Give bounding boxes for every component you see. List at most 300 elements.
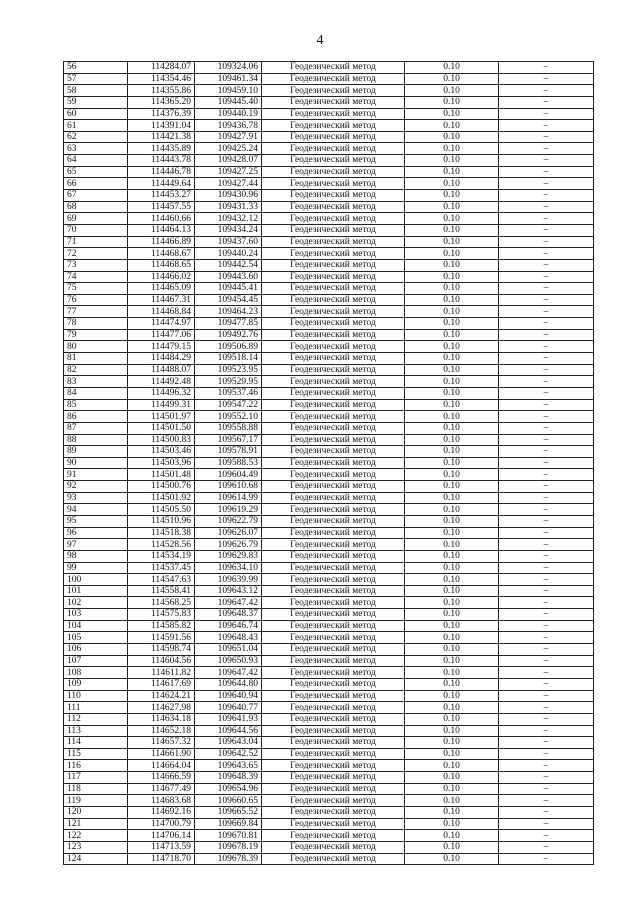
note-cell: – — [499, 760, 594, 772]
note-cell: – — [499, 364, 594, 376]
point-number-cell: 69 — [64, 213, 128, 225]
accuracy-cell: 0.10 — [405, 702, 499, 714]
method-cell: Геодезический метод — [262, 341, 405, 353]
x-coordinate-cell: 114501.97 — [128, 411, 195, 423]
table-row — [64, 609, 594, 621]
y-coordinate-cell: 109665.52 — [195, 807, 262, 819]
note-cell: – — [499, 329, 594, 341]
x-coordinate-cell: 114558.41 — [128, 585, 195, 597]
note-cell: – — [499, 644, 594, 656]
table-row — [64, 434, 594, 446]
note-cell: – — [499, 213, 594, 225]
method-cell: Геодезический метод — [262, 236, 405, 248]
accuracy-cell: 0.10 — [405, 294, 499, 306]
method-cell: Геодезический метод — [262, 655, 405, 667]
note-cell: – — [499, 411, 594, 423]
accuracy-cell: 0.10 — [405, 725, 499, 737]
x-coordinate-cell: 114634.18 — [128, 713, 195, 725]
table-row — [64, 422, 594, 434]
method-cell: Геодезический метод — [262, 807, 405, 819]
x-coordinate-cell: 114657.32 — [128, 737, 195, 749]
accuracy-cell: 0.10 — [405, 190, 499, 202]
point-number-cell: 103 — [64, 609, 128, 621]
note-cell: – — [499, 841, 594, 853]
y-coordinate-cell: 109440.19 — [195, 108, 262, 120]
y-coordinate-cell: 109578.91 — [195, 446, 262, 458]
note-cell: – — [499, 131, 594, 143]
x-coordinate-cell: 114510.96 — [128, 515, 195, 527]
note-cell: – — [499, 492, 594, 504]
y-coordinate-cell: 109639.99 — [195, 574, 262, 586]
point-number-cell: 85 — [64, 399, 128, 411]
x-coordinate-cell: 114376.39 — [128, 108, 195, 120]
y-coordinate-cell: 109461.34 — [195, 73, 262, 85]
table-row — [64, 574, 594, 586]
accuracy-cell: 0.10 — [405, 213, 499, 225]
point-number-cell: 119 — [64, 795, 128, 807]
table-row — [64, 690, 594, 702]
method-cell: Геодезический метод — [262, 178, 405, 190]
method-cell: Геодезический метод — [262, 748, 405, 760]
x-coordinate-cell: 114500.76 — [128, 481, 195, 493]
table-row — [64, 248, 594, 260]
x-coordinate-cell: 114421.38 — [128, 131, 195, 143]
table-row — [64, 201, 594, 213]
method-cell: Геодезический метод — [262, 318, 405, 330]
point-number-cell: 107 — [64, 655, 128, 667]
note-cell: – — [499, 562, 594, 574]
note-cell: – — [499, 783, 594, 795]
accuracy-cell: 0.10 — [405, 387, 499, 399]
x-coordinate-cell: 114477.06 — [128, 329, 195, 341]
accuracy-cell: 0.10 — [405, 760, 499, 772]
y-coordinate-cell: 109434.24 — [195, 224, 262, 236]
point-number-cell: 104 — [64, 620, 128, 632]
point-number-cell: 58 — [64, 85, 128, 97]
y-coordinate-cell: 109626.79 — [195, 539, 262, 551]
point-number-cell: 72 — [64, 248, 128, 260]
y-coordinate-cell: 109445.41 — [195, 283, 262, 295]
accuracy-cell: 0.10 — [405, 527, 499, 539]
y-coordinate-cell: 109518.14 — [195, 353, 262, 365]
method-cell: Геодезический метод — [262, 271, 405, 283]
method-cell: Геодезический метод — [262, 399, 405, 411]
point-number-cell: 108 — [64, 667, 128, 679]
method-cell: Геодезический метод — [262, 783, 405, 795]
x-coordinate-cell: 114591.56 — [128, 632, 195, 644]
note-cell: – — [499, 353, 594, 365]
method-cell: Геодезический метод — [262, 795, 405, 807]
table-row — [64, 283, 594, 295]
x-coordinate-cell: 114465.09 — [128, 283, 195, 295]
x-coordinate-cell: 114528.56 — [128, 539, 195, 551]
point-number-cell: 92 — [64, 481, 128, 493]
note-cell: – — [499, 667, 594, 679]
accuracy-cell: 0.10 — [405, 515, 499, 527]
x-coordinate-cell: 114683.68 — [128, 795, 195, 807]
table-row — [64, 492, 594, 504]
accuracy-cell: 0.10 — [405, 609, 499, 621]
table-row — [64, 830, 594, 842]
accuracy-cell: 0.10 — [405, 399, 499, 411]
point-number-cell: 91 — [64, 469, 128, 481]
table-row — [64, 318, 594, 330]
accuracy-cell: 0.10 — [405, 492, 499, 504]
method-cell: Геодезический метод — [262, 190, 405, 202]
y-coordinate-cell: 109643.12 — [195, 585, 262, 597]
point-number-cell: 124 — [64, 853, 128, 865]
y-coordinate-cell: 109432.12 — [195, 213, 262, 225]
point-number-cell: 60 — [64, 108, 128, 120]
x-coordinate-cell: 114468.65 — [128, 259, 195, 271]
point-number-cell: 78 — [64, 318, 128, 330]
x-coordinate-cell: 114435.89 — [128, 143, 195, 155]
method-cell: Геодезический метод — [262, 667, 405, 679]
point-number-cell: 123 — [64, 841, 128, 853]
accuracy-cell: 0.10 — [405, 644, 499, 656]
table-row — [64, 760, 594, 772]
x-coordinate-cell: 114664.04 — [128, 760, 195, 772]
accuracy-cell: 0.10 — [405, 457, 499, 469]
x-coordinate-cell: 114468.84 — [128, 306, 195, 318]
accuracy-cell: 0.10 — [405, 655, 499, 667]
accuracy-cell: 0.10 — [405, 678, 499, 690]
note-cell: – — [499, 678, 594, 690]
method-cell: Геодезический метод — [262, 131, 405, 143]
note-cell: – — [499, 271, 594, 283]
accuracy-cell: 0.10 — [405, 434, 499, 446]
point-number-cell: 87 — [64, 422, 128, 434]
y-coordinate-cell: 109430.96 — [195, 190, 262, 202]
note-cell: – — [499, 713, 594, 725]
note-cell: – — [499, 120, 594, 132]
coordinates-table-body — [64, 62, 594, 865]
method-cell: Геодезический метод — [262, 841, 405, 853]
y-coordinate-cell: 109650.93 — [195, 655, 262, 667]
point-number-cell: 110 — [64, 690, 128, 702]
accuracy-cell: 0.10 — [405, 667, 499, 679]
accuracy-cell: 0.10 — [405, 143, 499, 155]
note-cell: – — [499, 725, 594, 737]
accuracy-cell: 0.10 — [405, 748, 499, 760]
y-coordinate-cell: 109644.56 — [195, 725, 262, 737]
point-number-cell: 96 — [64, 527, 128, 539]
accuracy-cell: 0.10 — [405, 504, 499, 516]
point-number-cell: 65 — [64, 166, 128, 178]
accuracy-cell: 0.10 — [405, 713, 499, 725]
note-cell: – — [499, 830, 594, 842]
note-cell: – — [499, 597, 594, 609]
x-coordinate-cell: 114479.15 — [128, 341, 195, 353]
table-row — [64, 62, 594, 74]
x-coordinate-cell: 114534.19 — [128, 550, 195, 562]
y-coordinate-cell: 109654.96 — [195, 783, 262, 795]
accuracy-cell: 0.10 — [405, 364, 499, 376]
method-cell: Геодезический метод — [262, 411, 405, 423]
y-coordinate-cell: 109558.88 — [195, 422, 262, 434]
y-coordinate-cell: 109642.52 — [195, 748, 262, 760]
method-cell: Геодезический метод — [262, 434, 405, 446]
method-cell: Геодезический метод — [262, 632, 405, 644]
method-cell: Геодезический метод — [262, 73, 405, 85]
y-coordinate-cell: 109454.45 — [195, 294, 262, 306]
x-coordinate-cell: 114467.31 — [128, 294, 195, 306]
table-row — [64, 446, 594, 458]
point-number-cell: 121 — [64, 818, 128, 830]
point-number-cell: 99 — [64, 562, 128, 574]
table-row — [64, 236, 594, 248]
note-cell: – — [499, 469, 594, 481]
y-coordinate-cell: 109644.80 — [195, 678, 262, 690]
note-cell: – — [499, 376, 594, 388]
y-coordinate-cell: 109643.65 — [195, 760, 262, 772]
point-number-cell: 95 — [64, 515, 128, 527]
point-number-cell: 64 — [64, 155, 128, 167]
accuracy-cell: 0.10 — [405, 271, 499, 283]
y-coordinate-cell: 109537.46 — [195, 387, 262, 399]
x-coordinate-cell: 114449.64 — [128, 178, 195, 190]
point-number-cell: 61 — [64, 120, 128, 132]
y-coordinate-cell: 109431.33 — [195, 201, 262, 213]
point-number-cell: 102 — [64, 597, 128, 609]
x-coordinate-cell: 114611.82 — [128, 667, 195, 679]
method-cell: Геодезический метод — [262, 678, 405, 690]
method-cell: Геодезический метод — [262, 830, 405, 842]
x-coordinate-cell: 114503.46 — [128, 446, 195, 458]
table-row — [64, 515, 594, 527]
table-row — [64, 702, 594, 714]
y-coordinate-cell: 109678.19 — [195, 841, 262, 853]
method-cell: Геодезический метод — [262, 760, 405, 772]
x-coordinate-cell: 114677.49 — [128, 783, 195, 795]
y-coordinate-cell: 109634.10 — [195, 562, 262, 574]
accuracy-cell: 0.10 — [405, 62, 499, 74]
table-row — [64, 120, 594, 132]
table-row — [64, 783, 594, 795]
x-coordinate-cell: 114713.59 — [128, 841, 195, 853]
note-cell: – — [499, 632, 594, 644]
accuracy-cell: 0.10 — [405, 597, 499, 609]
note-cell: – — [499, 248, 594, 260]
x-coordinate-cell: 114624.21 — [128, 690, 195, 702]
note-cell: – — [499, 818, 594, 830]
y-coordinate-cell: 109626.07 — [195, 527, 262, 539]
point-number-cell: 111 — [64, 702, 128, 714]
method-cell: Геодезический метод — [262, 329, 405, 341]
x-coordinate-cell: 114627.98 — [128, 702, 195, 714]
accuracy-cell: 0.10 — [405, 562, 499, 574]
accuracy-cell: 0.10 — [405, 481, 499, 493]
note-cell: – — [499, 434, 594, 446]
point-number-cell: 83 — [64, 376, 128, 388]
y-coordinate-cell: 109567.17 — [195, 434, 262, 446]
accuracy-cell: 0.10 — [405, 341, 499, 353]
table-row — [64, 329, 594, 341]
point-number-cell: 73 — [64, 259, 128, 271]
x-coordinate-cell: 114503.96 — [128, 457, 195, 469]
point-number-cell: 109 — [64, 678, 128, 690]
method-cell: Геодезический метод — [262, 155, 405, 167]
x-coordinate-cell: 114474.97 — [128, 318, 195, 330]
y-coordinate-cell: 109443.60 — [195, 271, 262, 283]
accuracy-cell: 0.10 — [405, 737, 499, 749]
accuracy-cell: 0.10 — [405, 108, 499, 120]
point-number-cell: 89 — [64, 446, 128, 458]
y-coordinate-cell: 109442.54 — [195, 259, 262, 271]
point-number-cell: 84 — [64, 387, 128, 399]
table-row — [64, 620, 594, 632]
x-coordinate-cell: 114466.02 — [128, 271, 195, 283]
y-coordinate-cell: 109436.78 — [195, 120, 262, 132]
x-coordinate-cell: 114518.38 — [128, 527, 195, 539]
table-row — [64, 387, 594, 399]
note-cell: – — [499, 853, 594, 865]
method-cell: Геодезический метод — [262, 469, 405, 481]
table-row — [64, 213, 594, 225]
x-coordinate-cell: 114496.32 — [128, 387, 195, 399]
y-coordinate-cell: 109629.83 — [195, 550, 262, 562]
method-cell: Геодезический метод — [262, 515, 405, 527]
accuracy-cell: 0.10 — [405, 306, 499, 318]
point-number-cell: 68 — [64, 201, 128, 213]
table-row — [64, 597, 594, 609]
y-coordinate-cell: 109622.79 — [195, 515, 262, 527]
x-coordinate-cell: 114354.46 — [128, 73, 195, 85]
note-cell: – — [499, 504, 594, 516]
point-number-cell: 97 — [64, 539, 128, 551]
y-coordinate-cell: 109459.10 — [195, 85, 262, 97]
point-number-cell: 74 — [64, 271, 128, 283]
note-cell: – — [499, 550, 594, 562]
accuracy-cell: 0.10 — [405, 632, 499, 644]
x-coordinate-cell: 114457.55 — [128, 201, 195, 213]
x-coordinate-cell: 114598.74 — [128, 644, 195, 656]
table-row — [64, 294, 594, 306]
method-cell: Геодезический метод — [262, 527, 405, 539]
x-coordinate-cell: 114484.29 — [128, 353, 195, 365]
y-coordinate-cell: 109647.42 — [195, 667, 262, 679]
accuracy-cell: 0.10 — [405, 841, 499, 853]
point-number-cell: 59 — [64, 96, 128, 108]
point-number-cell: 101 — [64, 585, 128, 597]
note-cell: – — [499, 62, 594, 74]
table-row — [64, 504, 594, 516]
y-coordinate-cell: 109506.89 — [195, 341, 262, 353]
point-number-cell: 113 — [64, 725, 128, 737]
x-coordinate-cell: 114468.67 — [128, 248, 195, 260]
note-cell: – — [499, 795, 594, 807]
accuracy-cell: 0.10 — [405, 853, 499, 865]
accuracy-cell: 0.10 — [405, 574, 499, 586]
y-coordinate-cell: 109523.95 — [195, 364, 262, 376]
accuracy-cell: 0.10 — [405, 807, 499, 819]
table-row — [64, 667, 594, 679]
table-row — [64, 259, 594, 271]
x-coordinate-cell: 114700.79 — [128, 818, 195, 830]
note-cell: – — [499, 690, 594, 702]
accuracy-cell: 0.10 — [405, 318, 499, 330]
x-coordinate-cell: 114499.31 — [128, 399, 195, 411]
method-cell: Геодезический метод — [262, 725, 405, 737]
accuracy-cell: 0.10 — [405, 353, 499, 365]
x-coordinate-cell: 114391.04 — [128, 120, 195, 132]
table-row — [64, 399, 594, 411]
point-number-cell: 106 — [64, 644, 128, 656]
method-cell: Геодезический метод — [262, 690, 405, 702]
note-cell: – — [499, 306, 594, 318]
table-row — [64, 807, 594, 819]
method-cell: Геодезический метод — [262, 504, 405, 516]
y-coordinate-cell: 109427.44 — [195, 178, 262, 190]
accuracy-cell: 0.10 — [405, 155, 499, 167]
note-cell: – — [499, 224, 594, 236]
x-coordinate-cell: 114666.59 — [128, 772, 195, 784]
note-cell: – — [499, 155, 594, 167]
method-cell: Геодезический метод — [262, 96, 405, 108]
note-cell: – — [499, 387, 594, 399]
accuracy-cell: 0.10 — [405, 73, 499, 85]
note-cell: – — [499, 807, 594, 819]
x-coordinate-cell: 114466.89 — [128, 236, 195, 248]
point-number-cell: 105 — [64, 632, 128, 644]
method-cell: Геодезический метод — [262, 481, 405, 493]
x-coordinate-cell: 114501.50 — [128, 422, 195, 434]
method-cell: Геодезический метод — [262, 108, 405, 120]
note-cell: – — [499, 422, 594, 434]
accuracy-cell: 0.10 — [405, 120, 499, 132]
method-cell: Геодезический метод — [262, 376, 405, 388]
x-coordinate-cell: 114355.86 — [128, 85, 195, 97]
y-coordinate-cell: 109529.95 — [195, 376, 262, 388]
table-row — [64, 550, 594, 562]
y-coordinate-cell: 109648.37 — [195, 609, 262, 621]
table-row — [64, 481, 594, 493]
x-coordinate-cell: 114446.78 — [128, 166, 195, 178]
note-cell: – — [499, 341, 594, 353]
point-number-cell: 63 — [64, 143, 128, 155]
method-cell: Геодезический метод — [262, 224, 405, 236]
note-cell: – — [499, 527, 594, 539]
x-coordinate-cell: 114718.70 — [128, 853, 195, 865]
method-cell: Геодезический метод — [262, 574, 405, 586]
x-coordinate-cell: 114365.20 — [128, 96, 195, 108]
y-coordinate-cell: 109640.94 — [195, 690, 262, 702]
accuracy-cell: 0.10 — [405, 818, 499, 830]
point-number-cell: 80 — [64, 341, 128, 353]
point-number-cell: 90 — [64, 457, 128, 469]
point-number-cell: 88 — [64, 434, 128, 446]
x-coordinate-cell: 114604.56 — [128, 655, 195, 667]
note-cell: – — [499, 446, 594, 458]
table-row — [64, 737, 594, 749]
note-cell: – — [499, 772, 594, 784]
table-row — [64, 713, 594, 725]
y-coordinate-cell: 109614.99 — [195, 492, 262, 504]
table-row — [64, 853, 594, 865]
note-cell: – — [499, 190, 594, 202]
note-cell: – — [499, 318, 594, 330]
method-cell: Геодезический метод — [262, 353, 405, 365]
method-cell: Геодезический метод — [262, 201, 405, 213]
y-coordinate-cell: 109648.39 — [195, 772, 262, 784]
x-coordinate-cell: 114501.48 — [128, 469, 195, 481]
accuracy-cell: 0.10 — [405, 131, 499, 143]
point-number-cell: 100 — [64, 574, 128, 586]
accuracy-cell: 0.10 — [405, 329, 499, 341]
method-cell: Геодезический метод — [262, 818, 405, 830]
point-number-cell: 57 — [64, 73, 128, 85]
table-row — [64, 190, 594, 202]
